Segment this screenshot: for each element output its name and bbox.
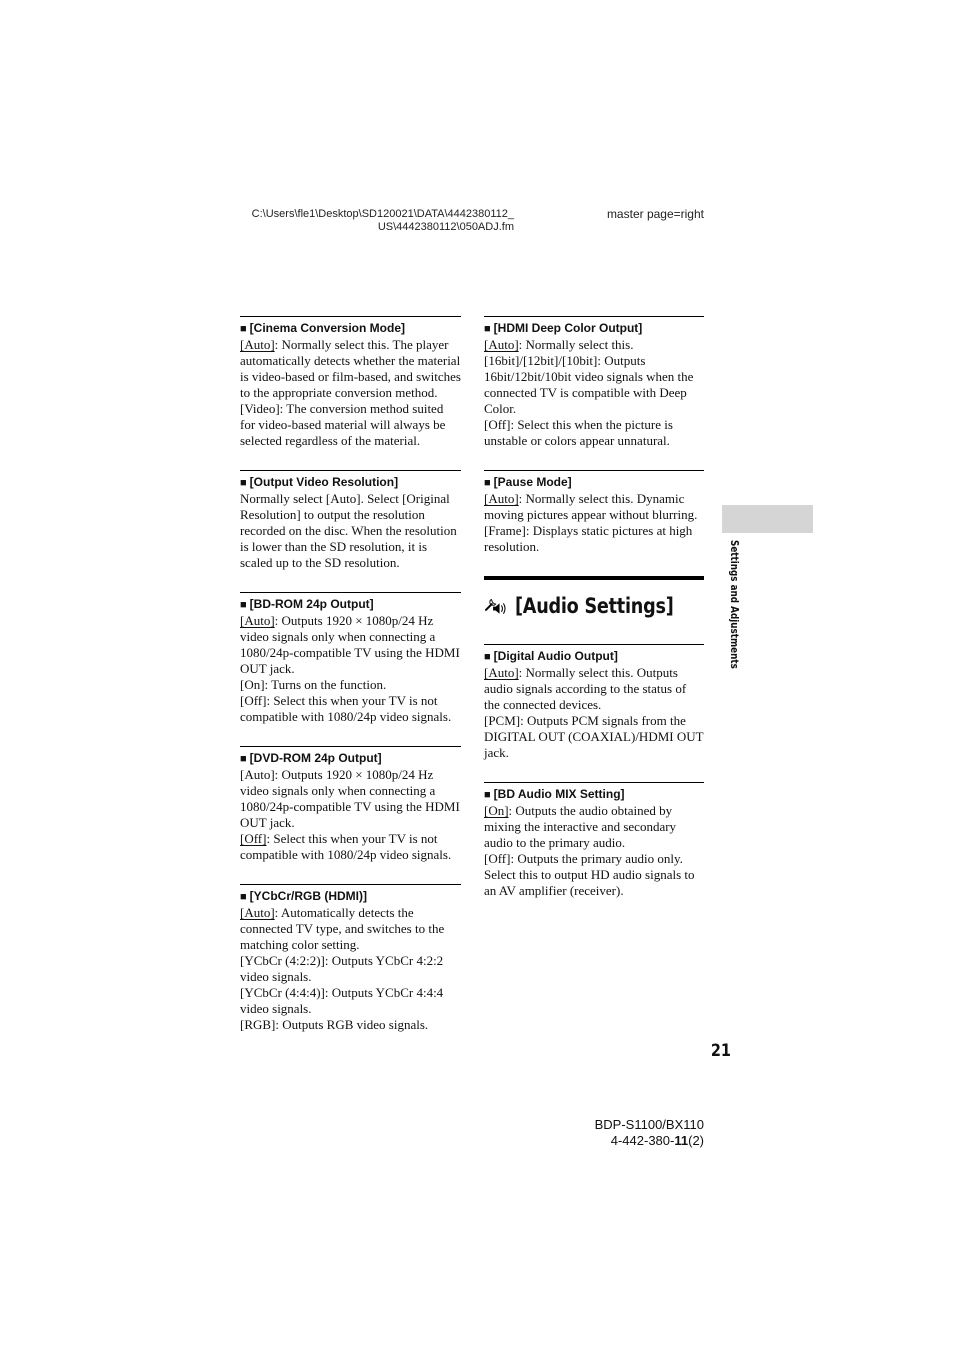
setting-description <box>484 665 704 761</box>
option-paragraph <box>240 1017 461 1033</box>
setting-description <box>240 767 461 863</box>
setting-section <box>240 470 461 571</box>
square-bullet-icon: ■ <box>240 323 247 335</box>
option-text: [RGB]: Outputs RGB video signals. <box>240 1017 429 1032</box>
setting-heading <box>484 474 704 491</box>
side-label-text: Settings and Adjustments <box>728 540 741 669</box>
right-column-top-sections <box>484 316 704 555</box>
setting-description <box>240 613 461 725</box>
option-paragraph <box>484 713 704 761</box>
left-column <box>240 316 461 1054</box>
option-text: : Normally select this. The player automatically detects whether the material is video-based or film-based, and switches to the appropriate conversion method. <box>240 337 461 400</box>
setting-heading <box>484 648 704 665</box>
footer-code <box>560 1133 704 1149</box>
square-bullet-icon: ■ <box>484 323 491 335</box>
setting-heading <box>484 786 704 803</box>
option-text: : Normally select this. Outputs audio signals according to the status of the connected devices. <box>484 665 687 712</box>
option-text: : Automatically detects the connected TV type, and switches to the matching color setting. <box>240 905 445 952</box>
setting-heading-text: [Digital Audio Output] <box>493 649 618 663</box>
default-option: [On] <box>484 803 509 818</box>
setting-heading <box>240 474 461 491</box>
setting-description <box>484 803 704 899</box>
option-paragraph <box>484 523 704 555</box>
setting-section <box>240 592 461 725</box>
right-column-bottom-sections <box>484 644 704 899</box>
option-paragraph <box>240 401 461 449</box>
option-paragraph <box>240 613 461 677</box>
setting-heading <box>240 888 461 905</box>
footer-code-suffix: (2) <box>688 1133 704 1148</box>
option-paragraph <box>240 953 461 985</box>
setting-heading <box>240 750 461 767</box>
setting-heading-text: [HDMI Deep Color Output] <box>493 321 643 335</box>
default-option: [Auto] <box>240 905 275 920</box>
setting-section <box>484 316 704 449</box>
option-text: [PCM]: Outputs PCM signals from the DIGITAL OUT (COAXIAL)/HDMI OUT jack. <box>484 713 704 760</box>
square-bullet-icon: ■ <box>240 891 247 903</box>
page-number: 21 <box>710 1041 731 1061</box>
default-option: [Auto] <box>484 491 519 506</box>
setting-heading-text: [Cinema Conversion Mode] <box>249 321 406 335</box>
setting-heading-text: [BD-ROM 24p Output] <box>249 597 374 611</box>
audio-settings-icon <box>484 590 507 622</box>
footer <box>560 1117 704 1149</box>
setting-heading-text: [YCbCr/RGB (HDMI)] <box>249 889 367 903</box>
option-paragraph <box>240 693 461 725</box>
option-text: : Select this when your TV is not compatible with 1080/24p video signals. <box>240 831 452 862</box>
setting-description <box>484 491 704 555</box>
chapter-title: [Audio Settings] <box>515 594 674 618</box>
file-path-header <box>244 208 514 234</box>
default-option: [Auto] <box>484 337 519 352</box>
option-paragraph <box>240 677 461 693</box>
file-path-line-1: C:\Users\fle1\Desktop\SD120021\DATA\4442380112_ <box>251 208 514 220</box>
setting-heading <box>240 320 461 337</box>
option-paragraph <box>484 803 704 851</box>
setting-section <box>484 644 704 761</box>
setting-heading <box>240 596 461 613</box>
file-path-line-2: US\4442380112\050ADJ.fm <box>377 221 514 233</box>
default-option: [Off] <box>240 831 267 846</box>
setting-section <box>240 884 461 1033</box>
option-text: : Normally select this. <box>518 337 634 352</box>
option-text: : Outputs 1920 × 1080p/24 Hz video signals only when connecting a 1080/24p-compatible TV using the HDMI OUT jack. <box>240 613 460 676</box>
option-paragraph <box>240 985 461 1017</box>
default-option: [Auto] <box>240 337 275 352</box>
square-bullet-icon: ■ <box>484 789 491 801</box>
setting-section <box>484 782 704 899</box>
square-bullet-icon: ■ <box>240 753 247 765</box>
setting-heading <box>484 320 704 337</box>
option-text: [On]: Turns on the function. <box>240 677 387 692</box>
option-text: [Frame]: Displays static pictures at high resolution. <box>484 523 693 554</box>
option-text: [Off]: Select this when your TV is not compatible with 1080/24p video signals. <box>240 693 452 724</box>
square-bullet-icon: ■ <box>484 651 491 663</box>
setting-description <box>240 905 461 1033</box>
option-paragraph <box>484 851 704 899</box>
setting-heading-text: [BD Audio MIX Setting] <box>493 787 625 801</box>
setting-heading-text: [Pause Mode] <box>493 475 572 489</box>
option-text: Normally select [Auto]. Select [Original Resolution] to output the resolution recorded on the disc. When the resolution is lower than the SD resolution, it is scaled up to the SD resolution. <box>240 491 457 570</box>
setting-heading-text: [Output Video Resolution] <box>249 475 399 489</box>
option-paragraph <box>484 353 704 417</box>
option-paragraph <box>240 767 461 831</box>
option-paragraph <box>240 831 461 863</box>
default-option: [Auto] <box>240 613 275 628</box>
default-option: [Auto] <box>484 665 519 680</box>
option-text: : Normally select this. Dynamic moving pictures appear without blurring. <box>484 491 698 522</box>
setting-heading-text: [DVD-ROM 24p Output] <box>249 751 382 765</box>
setting-description <box>484 337 704 449</box>
master-page-label: master page=right <box>606 207 704 221</box>
setting-section <box>240 746 461 863</box>
chapter-heading <box>484 576 704 626</box>
side-tab-marker <box>722 505 813 533</box>
setting-description <box>240 491 461 571</box>
option-paragraph <box>484 417 704 449</box>
option-paragraph <box>240 337 461 401</box>
option-text: [Off]: Outputs the primary audio only. Select this to output HD audio signals to an AV amplifier (receiver). <box>484 851 695 898</box>
option-text: [YCbCr (4:2:2)]: Outputs YCbCr 4:2:2 video signals. <box>240 953 444 984</box>
option-paragraph <box>484 665 704 713</box>
option-text: [16bit]/[12bit]/[10bit]: Outputs 16bit/12bit/10bit video signals when the connected TV is compatible with Deep Color. <box>484 353 694 416</box>
footer-model: BDP-S1100/BX110 <box>594 1117 704 1132</box>
option-text: [YCbCr (4:4:4)]: Outputs YCbCr 4:4:4 video signals. <box>240 985 444 1016</box>
setting-description <box>240 337 461 449</box>
square-bullet-icon: ■ <box>240 599 247 611</box>
setting-section <box>484 470 704 555</box>
option-text: [Auto]: Outputs 1920 × 1080p/24 Hz video signals only when connecting a 1080/24p-compatible TV using the HDMI OUT jack. <box>240 767 460 830</box>
square-bullet-icon: ■ <box>484 477 491 489</box>
option-paragraph <box>240 491 461 571</box>
side-label <box>727 540 741 680</box>
option-text: : Outputs the audio obtained by mixing the interactive and secondary audio to the primary audio. <box>484 803 677 850</box>
footer-code-prefix: 4-442-380- <box>610 1133 675 1148</box>
option-paragraph <box>240 905 461 953</box>
right-column <box>484 316 704 920</box>
option-paragraph <box>484 337 704 353</box>
footer-code-bold: 11 <box>674 1133 689 1148</box>
option-paragraph <box>484 491 704 523</box>
setting-section <box>240 316 461 449</box>
option-text: [Video]: The conversion method suited for video-based material will always be selected regardless of the material. <box>240 401 446 448</box>
square-bullet-icon: ■ <box>240 477 247 489</box>
option-text: [Off]: Select this when the picture is unstable or colors appear unnatural. <box>484 417 673 448</box>
